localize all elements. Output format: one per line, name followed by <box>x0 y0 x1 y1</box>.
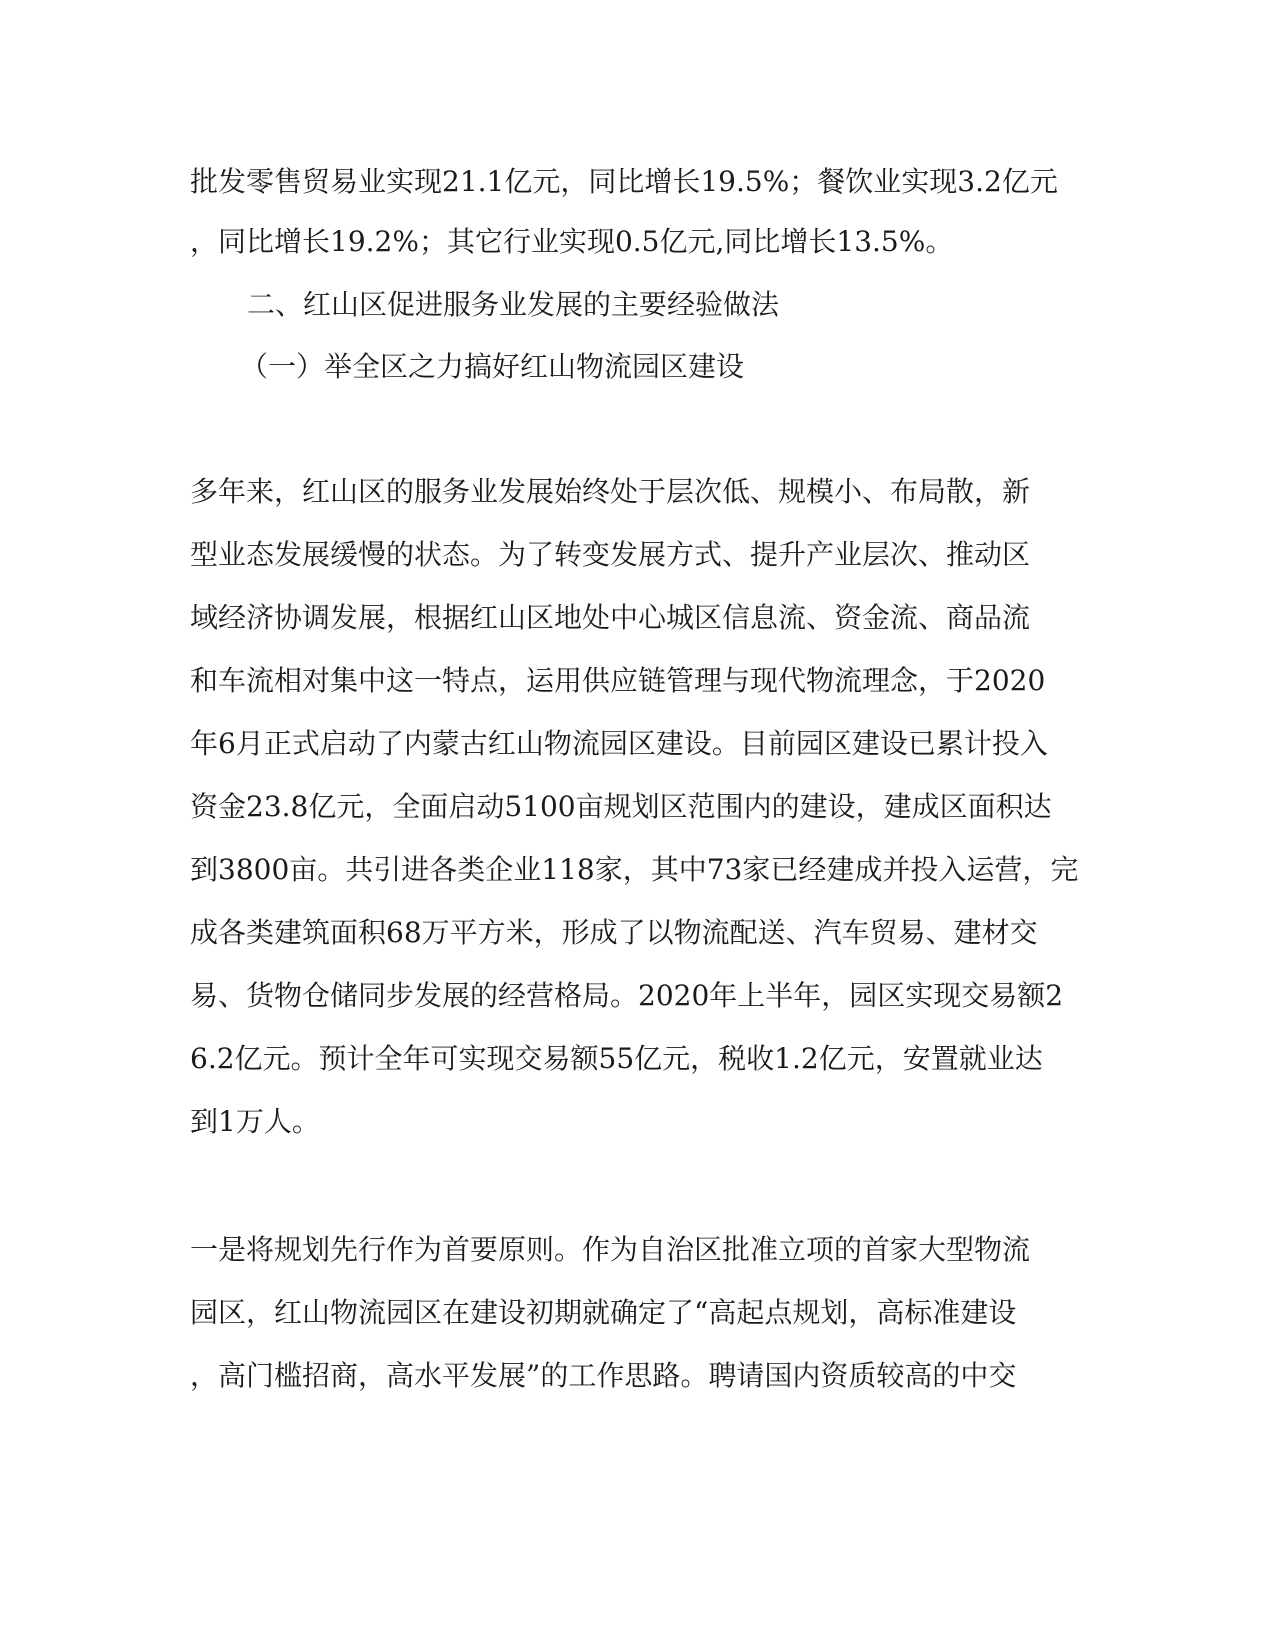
text-line: 资金23.8亿元，全面启动5100亩规划区范围内的建设，建成区面积达 <box>190 790 1052 823</box>
text-line: 域经济协调发展，根据红山区地处中心城区信息流、资金流、商品流 <box>190 601 1031 634</box>
text-line: 型业态发展缓慢的状态。为了转变发展方式、提升产业层次、推动区 <box>190 538 1031 571</box>
text-line: 到3800亩。共引进各类企业118家，其中73家已经建成并投入运营，完 <box>190 853 1079 886</box>
text-line: 年6月正式启动了内蒙古红山物流园区建设。目前园区建设已累计投入 <box>190 727 1048 760</box>
section-heading: 二、红山区促进服务业发展的主要经验做法 <box>247 288 780 321</box>
text-line: ，高门槛招商，高水平发展”的工作思路。聘请国内资质较高的中交 <box>190 1359 1017 1392</box>
text-line: 一是将规划先行作为首要原则。作为自治区批准立项的首家大型物流 <box>190 1233 1031 1266</box>
text-line: 多年来，红山区的服务业发展始终处于层次低、规模小、布局散，新 <box>190 475 1031 508</box>
text-line: 园区，红山物流园区在建设初期就确定了“高起点规划，高标准建设 <box>190 1296 1017 1329</box>
subsection-heading: （一）举全区之力搞好红山物流园区建设 <box>240 350 745 383</box>
text-line: 易、货物仓储同步发展的经营格局。2020年上半年，园区实现交易额2 <box>190 979 1064 1012</box>
text-line: 批发零售贸易业实现21.1亿元，同比增长19.5%；餐饮业实现3.2亿元 <box>190 165 1058 198</box>
text-line: 到1万人。 <box>190 1105 320 1138</box>
text-line: 6.2亿元。预计全年可实现交易额55亿元，税收1.2亿元，安置就业达 <box>190 1042 1043 1075</box>
text-line: 和车流相对集中这一特点，运用供应链管理与现代物流理念，于2020 <box>190 664 1046 697</box>
text-line: ，同比增长19.2%；其它行业实现0.5亿元,同比增长13.5%。 <box>190 225 954 258</box>
text-line: 成各类建筑面积68万平方米，形成了以物流配送、汽车贸易、建材交 <box>190 916 1038 949</box>
